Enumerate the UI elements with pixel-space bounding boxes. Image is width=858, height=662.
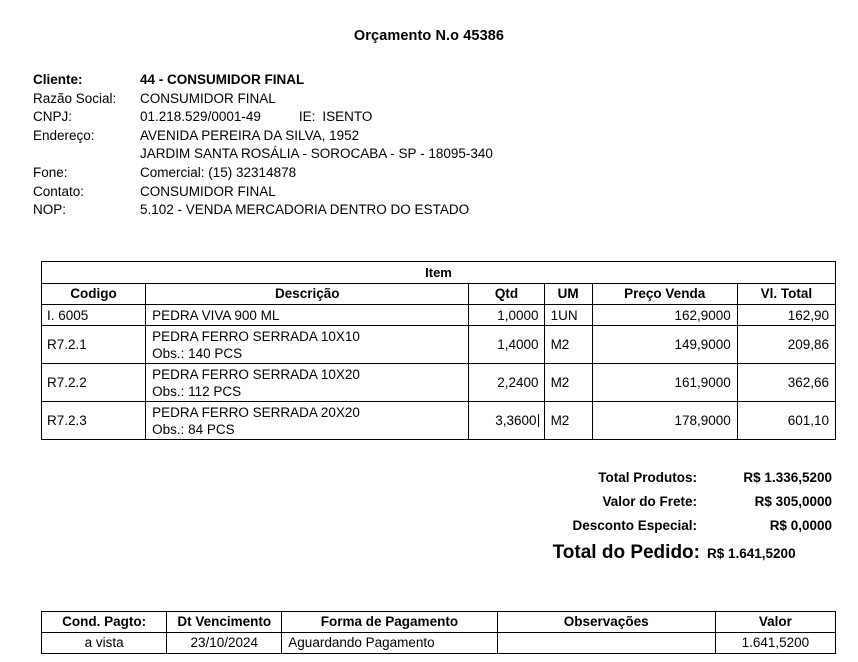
client-label-contato: Contato: <box>33 183 85 199</box>
client-value-fone: Comercial: (15) 32314878 <box>140 164 297 180</box>
item-descricao-obs: Obs.: 112 PCS <box>152 383 242 399</box>
item-codigo: R7.2.2 <box>42 364 146 402</box>
item-preco-venda: 178,9000 <box>592 402 737 440</box>
table-row[interactable] <box>42 364 836 402</box>
client-value-cliente: 44 - CONSUMIDOR FINAL <box>140 72 305 87</box>
total-row-frete <box>430 494 836 518</box>
total-value-frete: R$ 305,0000 <box>754 494 832 509</box>
item-qtd-editing[interactable] <box>469 402 544 440</box>
total-value-desconto: R$ 0,0000 <box>769 518 832 533</box>
items-table <box>41 261 836 440</box>
item-vl-total: 162,90 <box>737 305 835 326</box>
client-row-cliente <box>33 72 653 91</box>
items-column-header-row <box>42 284 836 305</box>
payment-dt-vencimento: 23/10/2024 <box>167 633 282 654</box>
items-column-header-preco-venda: Preço Venda <box>592 284 737 305</box>
item-um: M2 <box>544 326 592 364</box>
item-codigo: I. 6005 <box>42 305 146 326</box>
item-descricao <box>146 402 469 440</box>
payment-cond-pagto: a vista <box>42 633 167 654</box>
table-row[interactable] <box>42 326 836 364</box>
client-label-nop: NOP: <box>33 202 67 218</box>
item-descricao-main: PEDRA FERRO SERRADA 10X20 <box>152 366 360 382</box>
item-descricao <box>146 305 469 326</box>
client-value-endereco: AVENIDA PEREIRA DA SILVA, 1952 <box>140 127 360 143</box>
item-um: 1UN <box>544 305 592 326</box>
item-vl-total: 362,66 <box>737 364 835 402</box>
client-value-ie: ISENTO <box>322 109 373 125</box>
client-row-cnpj <box>33 109 653 128</box>
payment-column-header-cond-pagto: Cond. Pagto: <box>42 612 167 633</box>
client-value-contato: CONSUMIDOR FINAL <box>140 183 276 199</box>
item-descricao-main: PEDRA VIVA 900 ML <box>152 307 280 323</box>
payment-observacoes <box>497 633 715 654</box>
payment-column-header-valor: Valor <box>715 612 835 633</box>
client-label-razao-social: Razão Social: <box>33 90 117 106</box>
payment-column-header-forma-pagamento: Forma de Pagamento <box>282 612 497 633</box>
client-value-razao-social: CONSUMIDOR FINAL <box>140 90 276 106</box>
item-descricao-main: PEDRA FERRO SERRADA 10X10 <box>152 328 360 344</box>
client-info-block <box>33 72 653 221</box>
item-um: M2 <box>544 364 592 402</box>
text-cursor <box>538 414 539 427</box>
table-row[interactable] <box>42 633 836 654</box>
client-label-fone: Fone: <box>33 164 68 180</box>
page-title: Orçamento N.o 45386 <box>353 28 505 44</box>
client-value-endereco-continued: JARDIM SANTA ROSÁLIA - SOROCABA - SP - 18095-340 <box>140 146 493 162</box>
total-label-desconto: Desconto Especial: <box>572 518 697 533</box>
payment-header-row <box>42 612 836 633</box>
item-preco-venda: 162,9000 <box>592 305 737 326</box>
total-label-frete: Valor do Frete: <box>602 494 697 509</box>
client-row-nop <box>33 202 653 221</box>
items-column-header-descricao: Descrição <box>146 284 469 305</box>
total-row-desconto <box>430 518 836 542</box>
table-row[interactable] <box>42 402 836 440</box>
items-column-header-qtd: Qtd <box>469 284 544 305</box>
item-qtd[interactable]: 1,4000 <box>469 326 544 364</box>
client-label-cnpj: CNPJ: <box>33 109 73 125</box>
payment-column-header-dt-vencimento: Dt Vencimento <box>167 612 282 633</box>
item-vl-total: 209,86 <box>737 326 835 364</box>
item-qtd-value: 3,3600 <box>495 413 537 428</box>
item-qtd[interactable]: 1,0000 <box>469 305 544 326</box>
payment-forma-pagamento: Aguardando Pagamento <box>282 633 497 654</box>
client-row-contato <box>33 184 653 203</box>
total-value-pedido: R$ 1.641,5200 <box>707 546 796 561</box>
total-label-produtos: Total Produtos: <box>598 470 697 485</box>
item-descricao-obs: Obs.: 140 PCS <box>152 345 243 361</box>
client-value-nop: 5.102 - VENDA MERCADORIA DENTRO DO ESTADO <box>140 202 470 218</box>
client-row-endereco <box>33 128 653 147</box>
items-group-header-item: Item <box>42 262 836 284</box>
payment-table <box>41 611 836 654</box>
item-preco-venda: 149,9000 <box>592 326 737 364</box>
item-codigo: R7.2.1 <box>42 326 146 364</box>
items-group-header-row <box>42 262 836 284</box>
payment-valor: 1.641,5200 <box>715 633 835 654</box>
item-descricao-obs: Obs.: 84 PCS <box>152 421 235 437</box>
client-label-ie: IE: <box>298 109 316 125</box>
item-preco-venda: 161,9000 <box>592 364 737 402</box>
items-column-header-um: UM <box>544 284 592 305</box>
total-row-pedido <box>430 542 836 570</box>
total-row-produtos <box>430 470 836 494</box>
total-label-pedido: Total do Pedido: <box>552 542 700 563</box>
items-column-header-codigo: Codigo <box>42 284 146 305</box>
client-row-razao-social <box>33 91 653 110</box>
item-vl-total: 601,10 <box>737 402 835 440</box>
item-descricao <box>146 364 469 402</box>
client-row-fone <box>33 165 653 184</box>
items-column-header-vl-total: Vl. Total <box>737 284 835 305</box>
table-row[interactable] <box>42 305 836 326</box>
client-label-endereco: Endereço: <box>33 127 95 143</box>
item-descricao <box>146 326 469 364</box>
payment-column-header-observacoes: Observações <box>497 612 715 633</box>
item-descricao-main: PEDRA FERRO SERRADA 20X20 <box>152 404 360 420</box>
total-value-produtos: R$ 1.336,5200 <box>743 470 832 485</box>
client-label-cliente: Cliente: <box>33 72 83 87</box>
totals-block <box>430 470 836 570</box>
client-row-endereco-continued <box>33 146 653 165</box>
client-value-cnpj: 01.218.529/0001-49 <box>140 109 261 125</box>
item-codigo: R7.2.3 <box>42 402 146 440</box>
item-um: M2 <box>544 402 592 440</box>
item-qtd[interactable]: 2,2400 <box>469 364 544 402</box>
